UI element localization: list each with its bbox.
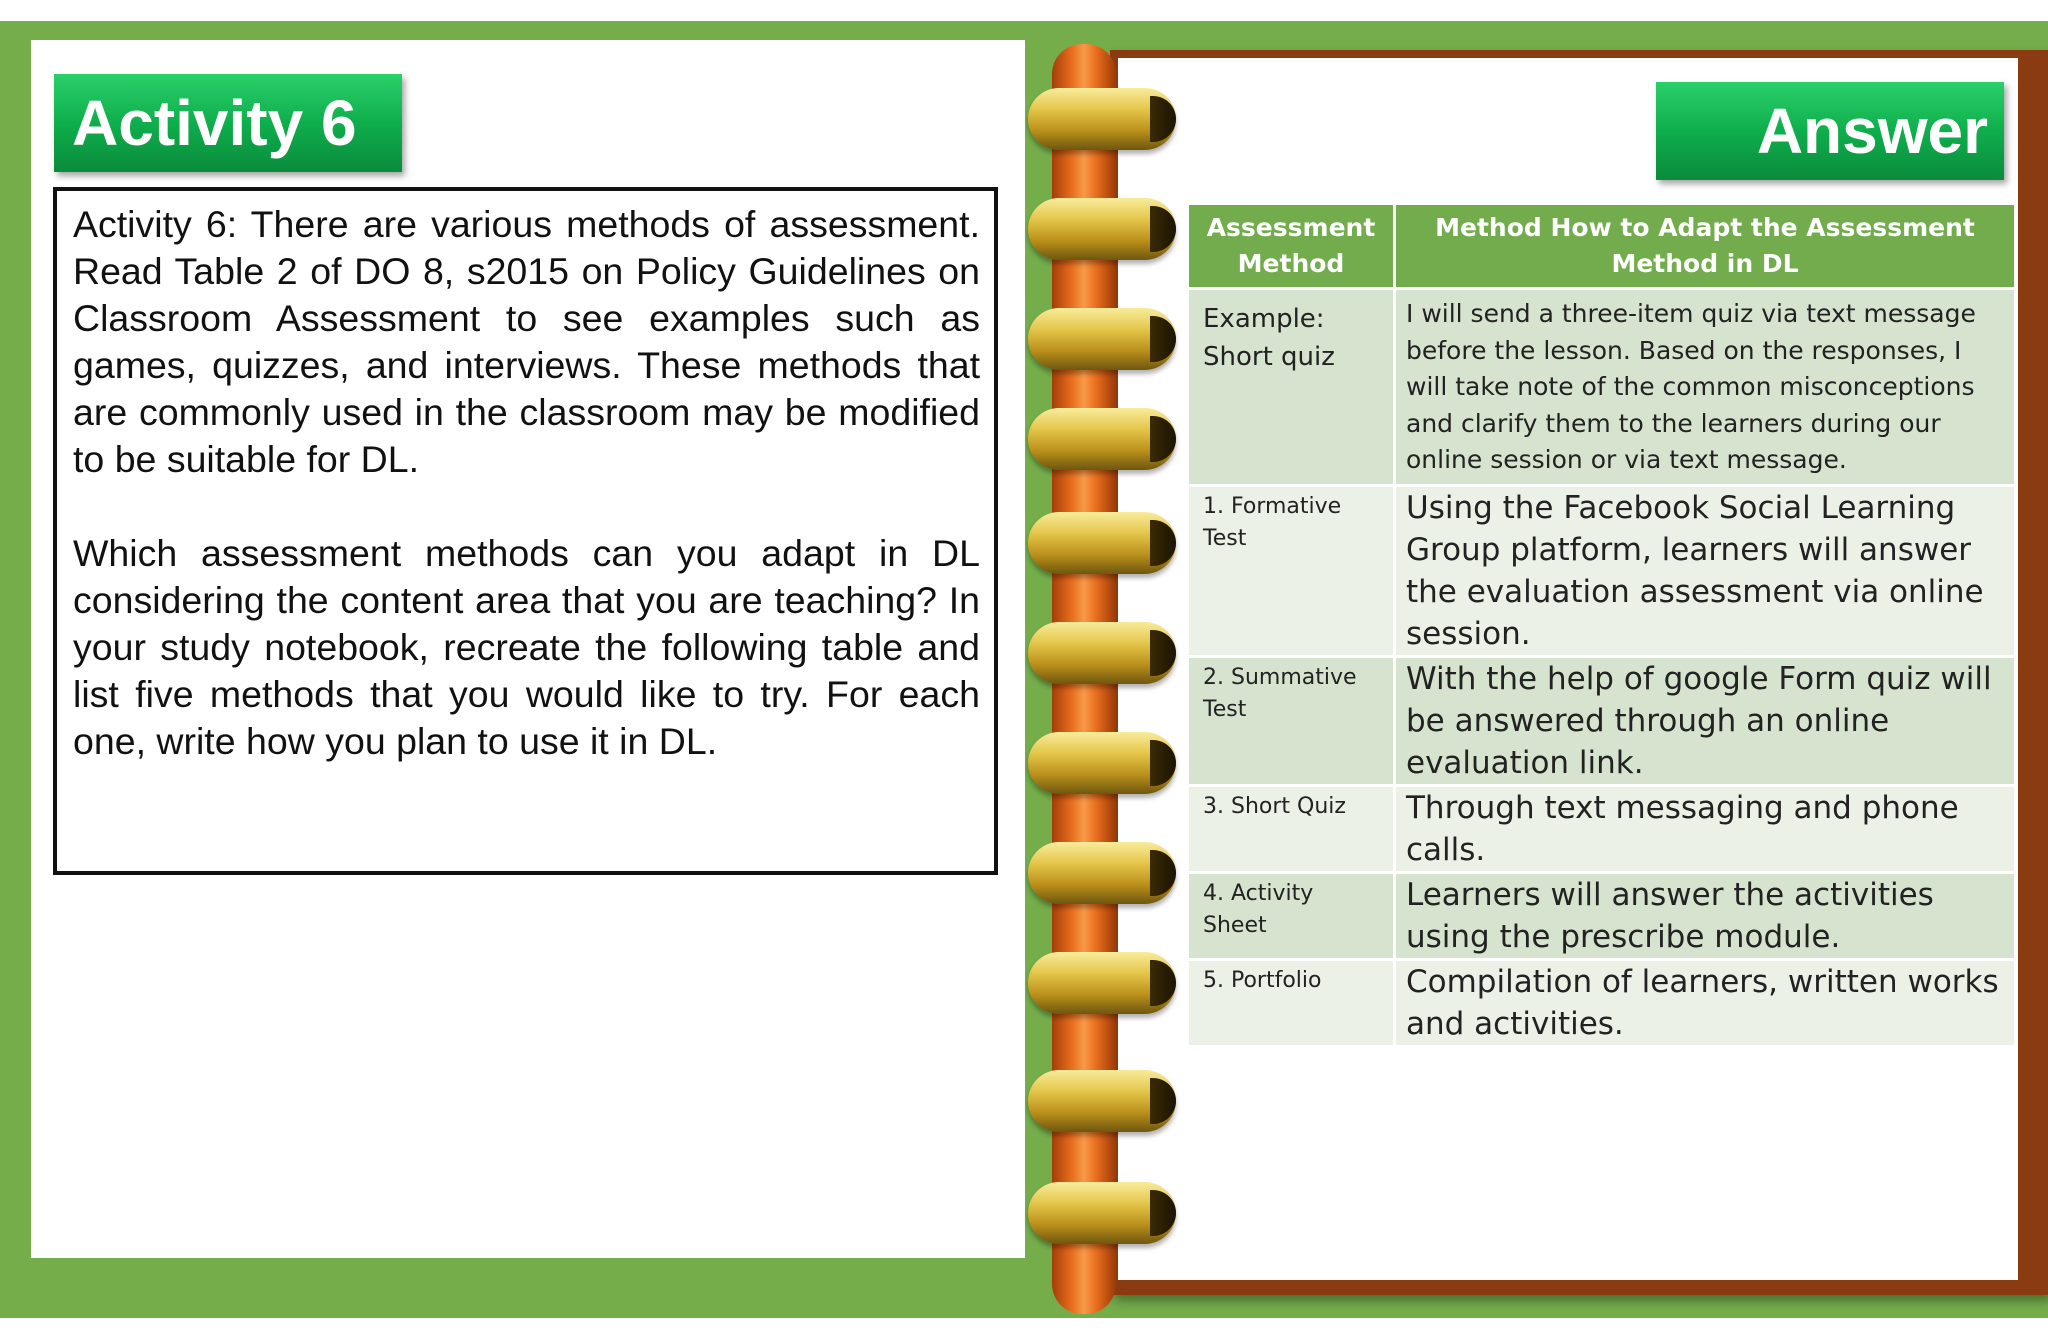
instructions-paragraph-2: Which assessment methods can you adapt in DL considering the content area that you are teaching? In your study notebook, recreate the following table and list five methods that you would like to try. For each one, write how you plan to use it in DL. [73, 532, 980, 762]
table-row [1188, 657, 2016, 786]
binder-ring-icon [1028, 732, 1176, 794]
row-how-cell: I will send a three-item quiz via text message before the lesson. Based on the responses, I will take note of the common misconceptions and clarify them to the learners during our online session or via text message. [1395, 289, 2016, 486]
answer-title-badge: Answer [1656, 82, 2004, 180]
row-how-cell: With the help of google Form quiz will be answered through an online evaluation link. [1395, 657, 2016, 786]
row-how-cell: Learners will answer the activities using the prescribe module. [1395, 873, 2016, 960]
row-method-cell: 2. Summative Test [1188, 657, 1395, 786]
header-assessment-method: Assessment Method [1188, 204, 1395, 289]
table-row [1188, 486, 2016, 657]
table-row [1188, 873, 2016, 960]
table-row [1188, 960, 2016, 1047]
activity-title-badge: Activity 6 [54, 74, 402, 172]
instructions-paragraph-1: Activity 6: There are various methods of assessment. Read Table 2 of DO 8, s2015 on Policy Guidelines on Classroom Assessment to see examples such as games, quizzes, and interviews. These methods that are commonly used in the classroom may be modified to be suitable for DL. [73, 203, 980, 480]
row-method-cell: 1. Formative Test [1188, 486, 1395, 657]
table-row [1188, 786, 2016, 873]
binder-ring-icon [1028, 308, 1176, 370]
row-method-cell: Example: Short quiz [1188, 289, 1395, 486]
row-method-cell: 3. Short Quiz [1188, 786, 1395, 873]
binder-ring-icon [1028, 408, 1176, 470]
header-how-to-adapt: Method How to Adapt the Assessment Method in DL [1395, 204, 2016, 289]
answer-table [1186, 202, 2017, 1048]
binder-ring-icon [1028, 512, 1176, 574]
binder-ring-icon [1028, 198, 1176, 260]
binder-ring-icon [1028, 1070, 1176, 1132]
table-row [1188, 289, 2016, 486]
binder-ring-icon [1028, 952, 1176, 1014]
row-how-cell: Compilation of learners, written works and activities. [1395, 960, 2016, 1047]
row-method-cell: 4. Activity Sheet [1188, 873, 1395, 960]
binder-ring-icon [1028, 842, 1176, 904]
row-method-cell: 5. Portfolio [1188, 960, 1395, 1047]
table-header-row [1188, 204, 2016, 289]
row-how-cell: Through text messaging and phone calls. [1395, 786, 2016, 873]
row-how-cell: Using the Facebook Social Learning Group platform, learners will answer the evaluation assessment via online session. [1395, 486, 2016, 657]
binder-ring-icon [1028, 88, 1176, 150]
binder-ring-icon [1028, 1182, 1176, 1244]
activity-instructions-box [53, 187, 998, 875]
binder-ring-icon [1028, 622, 1176, 684]
